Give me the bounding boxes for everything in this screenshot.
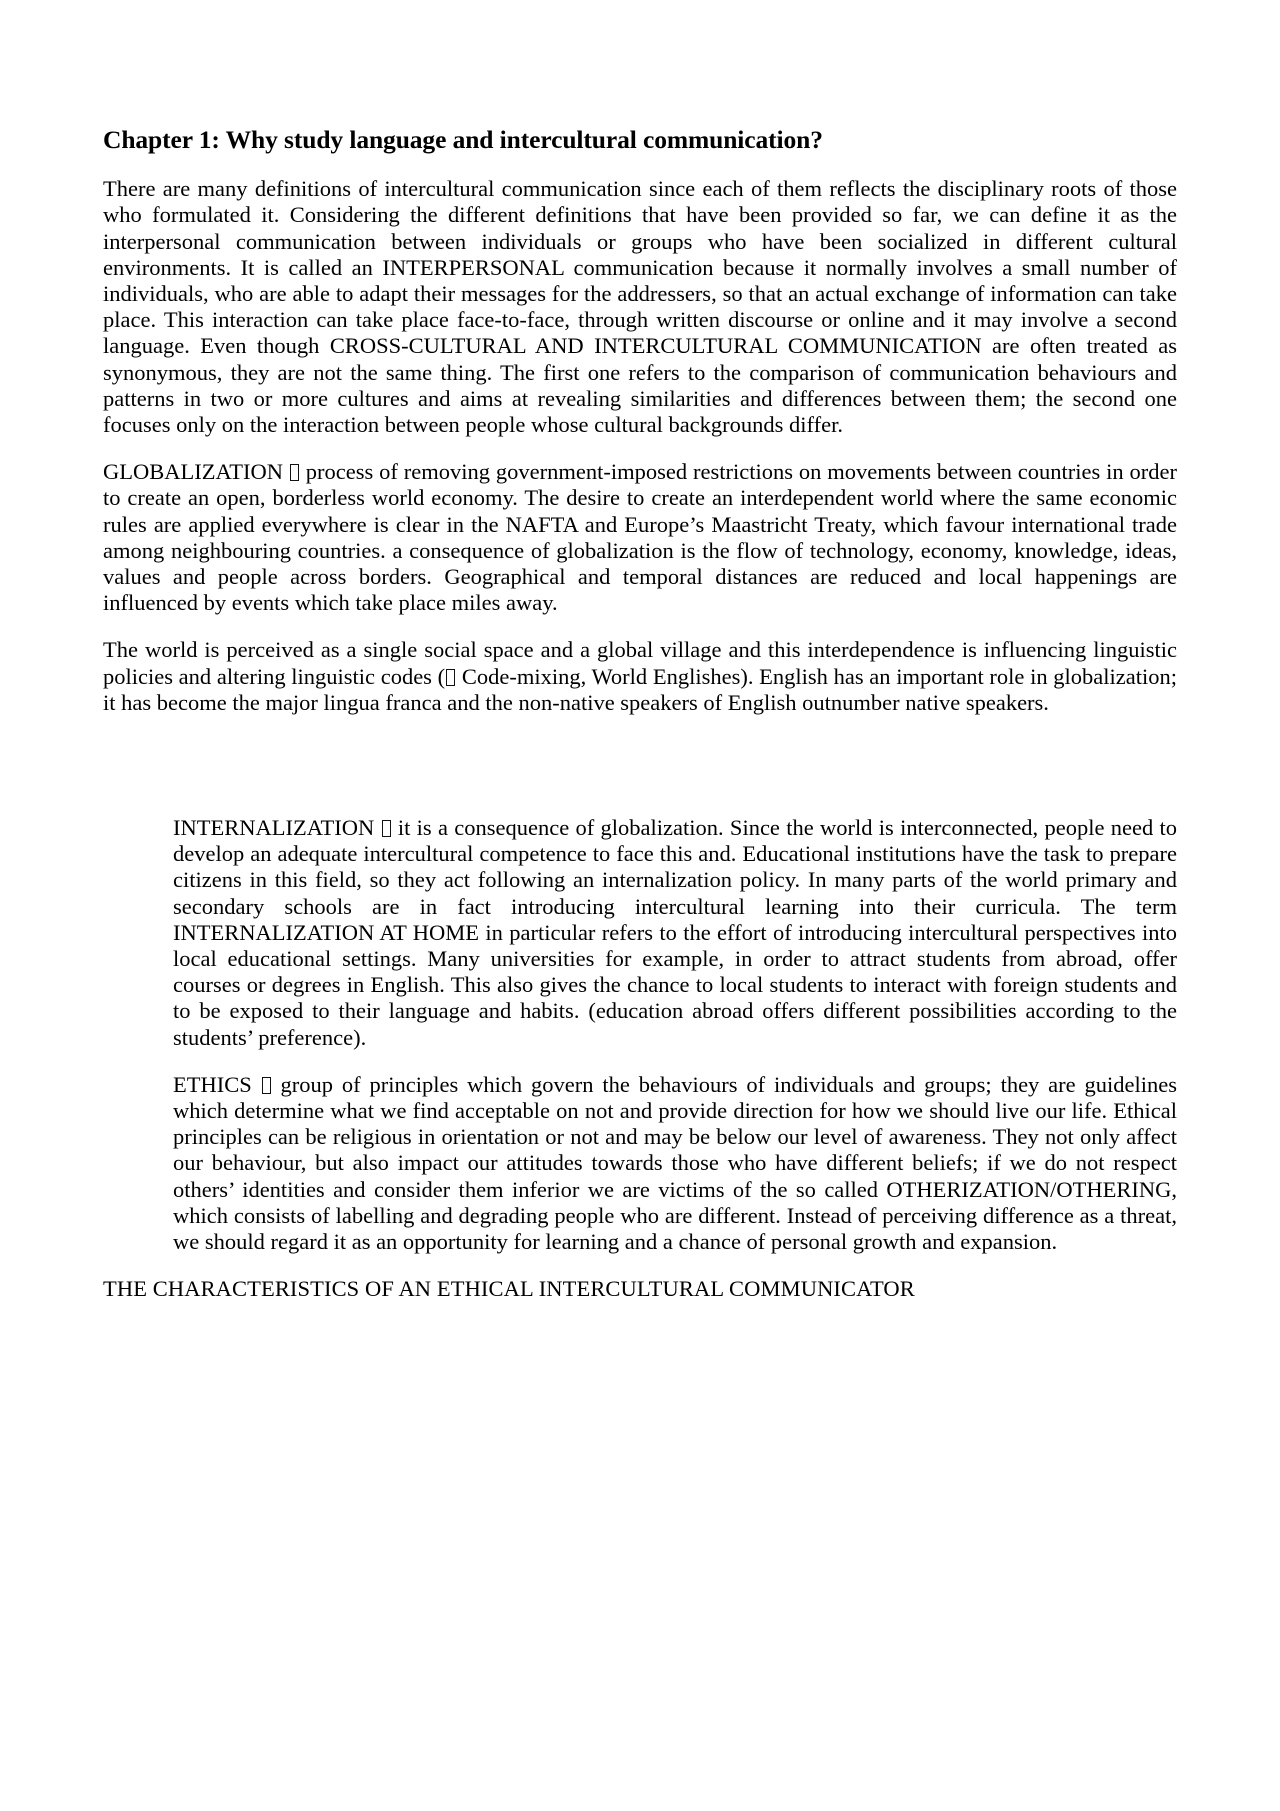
block-spacer	[103, 737, 1177, 767]
paragraph-internalization-body: it is a consequence of globalization. Since the world is interconnected, people need to develop an adequate intercultural competence to face this and. Educational institutions have the task to prepare citizens in this field, so they act following an internalization policy. In many parts of the world primary and secondary schools are in fact introducing intercultural learning into their curricula. The term INTERNALIZATION AT HOME in particular refers to the effort of introducing intercultural perspectives into local educational settings. Many universities for example, in order to attract students from abroad, offer courses or degrees in English. This also gives the chance to local students to interact with foreign students and to be exposed to their language and habits. (education abroad offers different possibilities according to the students’ preference).	[173, 814, 1178, 1050]
paragraph-intro: There are many definitions of intercultural communication since each of them reflects the disciplinary roots of those who formulated it. Considering the different definitions that have been provided so far, we can define it as the interpersonal communication between individuals or groups who have been socialized in different cultural environments. It is called an INTERPERSONAL communication because it normally involves a small number of individuals, who are able to adapt their messages for the addressers, so that an actual exchange of information can take place. This interaction can take place face-to-face, through written discourse or online and it may involve a second language. Even though CROSS-CULTURAL AND INTERCULTURAL COMMUNICATION are often treated as synonymous, they are not the same thing. The first one refers to the comparison of communication behaviours and patterns in two or more cultures and aims at revealing similarities and differences between them; the second one focuses only on the interaction between people whose cultural backgrounds differ.	[103, 176, 1177, 437]
paragraph-globalization	[103, 459, 1177, 616]
paragraph-global-village-after: Code-mixing, World Englishes). English has an important role in globalization; it has become the major lingua franca and the non-native speakers of English outnumber native speakers.	[103, 663, 1178, 715]
missing-glyph-icon	[446, 669, 455, 686]
paragraph-internalization	[173, 815, 1177, 1051]
paragraph-globalization-body: process of removing government-imposed restrictions on movements between countries in order to create an open, borderless world economy. The desire to create an interdependent world where the same economic rules are applied everywhere is clear in the NAFTA and Europe’s Maastricht Treaty, which favour international trade among neighbouring countries. a consequence of globalization is the flow of technology, economy, knowledge, ideas, values and people across borders. Geographical and temporal distances are reduced and local happenings are influenced by events which take place miles away.	[103, 459, 1178, 616]
missing-glyph-icon	[382, 820, 391, 837]
page-title: Chapter 1: Why study language and intercultural communication?	[103, 125, 823, 154]
term-internalization: INTERNALIZATION	[173, 814, 375, 840]
paragraph-ethics-body: group of principles which govern the behaviours of individuals and groups; they are guidelines which determine what we find acceptable on not and provide direction for how we should live our life. Ethical principles can be religious in orientation or not and may be below our level of awareness. They not only affect our behaviour, but also impact our attitudes towards those who have different beliefs; if we do not respect others’ identities and consider them inferior we are victims of the so called OTHERIZATION/OTHERING, which consists of labelling and degrading people who are different. Instead of perceiving difference as a threat, we should regard it as an opportunity for learning and a chance of personal growth and expansion.	[173, 1071, 1178, 1255]
indented-section	[103, 815, 1177, 1255]
paragraph-global-village	[103, 637, 1177, 716]
closing-heading: THE CHARACTERISTICS OF AN ETHICAL INTERCULTURAL COMMUNICATOR	[103, 1276, 915, 1302]
paragraph-global-village-before: The world is perceived as a single social space and a global village and this interdependence is influencing linguistic policies and altering linguistic codes (	[103, 637, 1177, 689]
missing-glyph-icon	[262, 1077, 271, 1094]
term-globalization: GLOBALIZATION	[103, 459, 283, 485]
paragraph-ethics	[173, 1072, 1177, 1255]
missing-glyph-icon	[290, 464, 299, 481]
term-ethics: ETHICS	[173, 1071, 252, 1097]
